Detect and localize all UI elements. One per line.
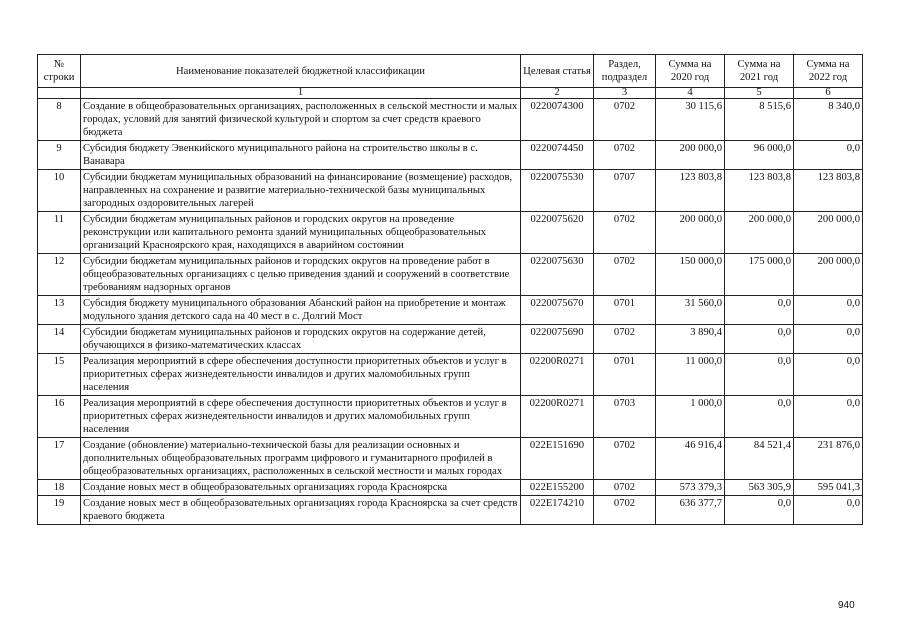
row-amount-2022: 231 876,0 — [794, 438, 863, 480]
table-row — [38, 254, 863, 296]
row-amount-2022: 200 000,0 — [794, 212, 863, 254]
row-section: 0702 — [594, 254, 656, 296]
row-amount-2021: 8 515,6 — [725, 99, 794, 141]
row-name: Субсидии бюджетам муниципальных образований на финансирование (возмещение) расходов, направленных на сохранение и развитие материально-технической базы муниципальных загородных оздоровительных лагерей — [81, 170, 521, 212]
row-amount-2021: 563 305,9 — [725, 480, 794, 496]
row-amount-2021: 84 521,4 — [725, 438, 794, 480]
table-row — [38, 296, 863, 325]
row-target-article: 022E151690 — [521, 438, 594, 480]
header-code: Целевая статья — [521, 55, 594, 88]
row-name: Создание (обновление) материально-технической базы для реализации основных и дополнительных общеобразовательных программ цифрового и гуманитарного профилей в общеобразовательных организациях, расположенных в сельской местности и малых городах — [81, 438, 521, 480]
row-amount-2020: 200 000,0 — [656, 212, 725, 254]
row-number: 10 — [38, 170, 81, 212]
row-number: 8 — [38, 99, 81, 141]
row-target-article: 0220075530 — [521, 170, 594, 212]
header-2020: Сумма на 2020 год — [656, 55, 725, 88]
row-name: Реализация мероприятий в сфере обеспечения доступности приоритетных объектов и услуг в приоритетных сферах жизнедеятельности инвалидов и других маломобильных групп населения — [81, 354, 521, 396]
column-number: 2 — [521, 88, 594, 99]
row-name: Субсидии бюджетам муниципальных районов и городских округов на проведение реконструкции или капитального ремонта зданий муниципальных общеобразовательных организаций Красноярского края, находящихся в аварийном состоянии — [81, 212, 521, 254]
column-number: 6 — [794, 88, 863, 99]
row-section: 0701 — [594, 296, 656, 325]
row-amount-2021: 0,0 — [725, 396, 794, 438]
page-number: 940 — [838, 600, 855, 611]
row-number: 11 — [38, 212, 81, 254]
row-amount-2020: 31 560,0 — [656, 296, 725, 325]
row-amount-2021: 0,0 — [725, 496, 794, 525]
column-number: 5 — [725, 88, 794, 99]
table-row — [38, 325, 863, 354]
row-amount-2022: 0,0 — [794, 396, 863, 438]
table-row — [38, 141, 863, 170]
row-name: Субсидия бюджету Эвенкийского муниципального района на строительство школы в с. Ванавара — [81, 141, 521, 170]
table-row — [38, 480, 863, 496]
row-target-article: 02200R0271 — [521, 396, 594, 438]
row-amount-2021: 123 803,8 — [725, 170, 794, 212]
table-row — [38, 496, 863, 525]
row-amount-2022: 0,0 — [794, 496, 863, 525]
row-target-article: 0220075670 — [521, 296, 594, 325]
row-amount-2020: 30 115,6 — [656, 99, 725, 141]
row-amount-2022: 200 000,0 — [794, 254, 863, 296]
row-amount-2021: 175 000,0 — [725, 254, 794, 296]
column-number: 1 — [81, 88, 521, 99]
row-target-article: 022E174210 — [521, 496, 594, 525]
table-row — [38, 354, 863, 396]
row-name: Субсидии бюджетам муниципальных районов и городских округов на содержание детей, обучающихся в физико-математических классах — [81, 325, 521, 354]
row-amount-2022: 0,0 — [794, 354, 863, 396]
row-amount-2020: 200 000,0 — [656, 141, 725, 170]
column-number-empty — [38, 88, 81, 99]
row-number: 18 — [38, 480, 81, 496]
row-name: Создание в общеобразовательных организациях, расположенных в сельской местности и малых городах, условий для занятий физической культурой и спортом за счет средств краевого бюджета — [81, 99, 521, 141]
row-amount-2021: 200 000,0 — [725, 212, 794, 254]
row-section: 0702 — [594, 141, 656, 170]
row-section: 0702 — [594, 496, 656, 525]
budget-table — [37, 54, 863, 525]
row-amount-2020: 46 916,4 — [656, 438, 725, 480]
row-number: 9 — [38, 141, 81, 170]
row-section: 0701 — [594, 354, 656, 396]
row-amount-2022: 123 803,8 — [794, 170, 863, 212]
row-amount-2022: 0,0 — [794, 325, 863, 354]
header-2021: Сумма на 2021 год — [725, 55, 794, 88]
row-amount-2020: 3 890,4 — [656, 325, 725, 354]
row-section: 0702 — [594, 438, 656, 480]
row-number: 19 — [38, 496, 81, 525]
table-row — [38, 396, 863, 438]
row-number: 14 — [38, 325, 81, 354]
row-section: 0702 — [594, 99, 656, 141]
row-amount-2021: 0,0 — [725, 296, 794, 325]
table-row — [38, 99, 863, 141]
row-name: Создание новых мест в общеобразовательных организациях города Красноярска — [81, 480, 521, 496]
column-number-row — [38, 88, 863, 99]
row-amount-2020: 1 000,0 — [656, 396, 725, 438]
row-section: 0703 — [594, 396, 656, 438]
row-section: 0707 — [594, 170, 656, 212]
row-number: 13 — [38, 296, 81, 325]
header-2022: Сумма на 2022 год — [794, 55, 863, 88]
row-name: Субсидии бюджетам муниципальных районов и городских округов на проведение работ в общеобразовательных организациях с целью приведения зданий и сооружений в соответствие требованиям надзорных органов — [81, 254, 521, 296]
table-row — [38, 212, 863, 254]
row-section: 0702 — [594, 480, 656, 496]
row-amount-2021: 0,0 — [725, 325, 794, 354]
row-target-article: 0220075690 — [521, 325, 594, 354]
row-amount-2022: 0,0 — [794, 141, 863, 170]
row-name: Реализация мероприятий в сфере обеспечения доступности приоритетных объектов и услуг в приоритетных сферах жизнедеятельности инвалидов и других маломобильных групп населения — [81, 396, 521, 438]
table-row — [38, 170, 863, 212]
row-amount-2021: 96 000,0 — [725, 141, 794, 170]
row-target-article: 0220074300 — [521, 99, 594, 141]
row-amount-2020: 573 379,3 — [656, 480, 725, 496]
header-num: № строки — [38, 55, 81, 88]
row-amount-2021: 0,0 — [725, 354, 794, 396]
header-row — [38, 55, 863, 88]
row-name: Создание новых мест в общеобразовательных организациях города Красноярска за счет средств краевого бюджета — [81, 496, 521, 525]
header-name: Наименование показателей бюджетной классификации — [81, 55, 521, 88]
row-target-article: 0220075630 — [521, 254, 594, 296]
row-amount-2022: 8 340,0 — [794, 99, 863, 141]
row-amount-2020: 636 377,7 — [656, 496, 725, 525]
row-amount-2022: 595 041,3 — [794, 480, 863, 496]
row-target-article: 022E155200 — [521, 480, 594, 496]
row-amount-2022: 0,0 — [794, 296, 863, 325]
column-number: 4 — [656, 88, 725, 99]
row-number: 17 — [38, 438, 81, 480]
row-number: 16 — [38, 396, 81, 438]
row-amount-2020: 123 803,8 — [656, 170, 725, 212]
row-amount-2020: 11 000,0 — [656, 354, 725, 396]
row-target-article: 0220074450 — [521, 141, 594, 170]
row-target-article: 0220075620 — [521, 212, 594, 254]
row-number: 12 — [38, 254, 81, 296]
column-number: 3 — [594, 88, 656, 99]
header-section: Раздел, подраздел — [594, 55, 656, 88]
row-section: 0702 — [594, 212, 656, 254]
row-name: Субсидия бюджету муниципального образования Абанский район на приобретение и монтаж модульного здания детского сада на 40 мест в с. Долгий Мост — [81, 296, 521, 325]
row-amount-2020: 150 000,0 — [656, 254, 725, 296]
row-section: 0702 — [594, 325, 656, 354]
row-target-article: 02200R0271 — [521, 354, 594, 396]
row-number: 15 — [38, 354, 81, 396]
table-row — [38, 438, 863, 480]
